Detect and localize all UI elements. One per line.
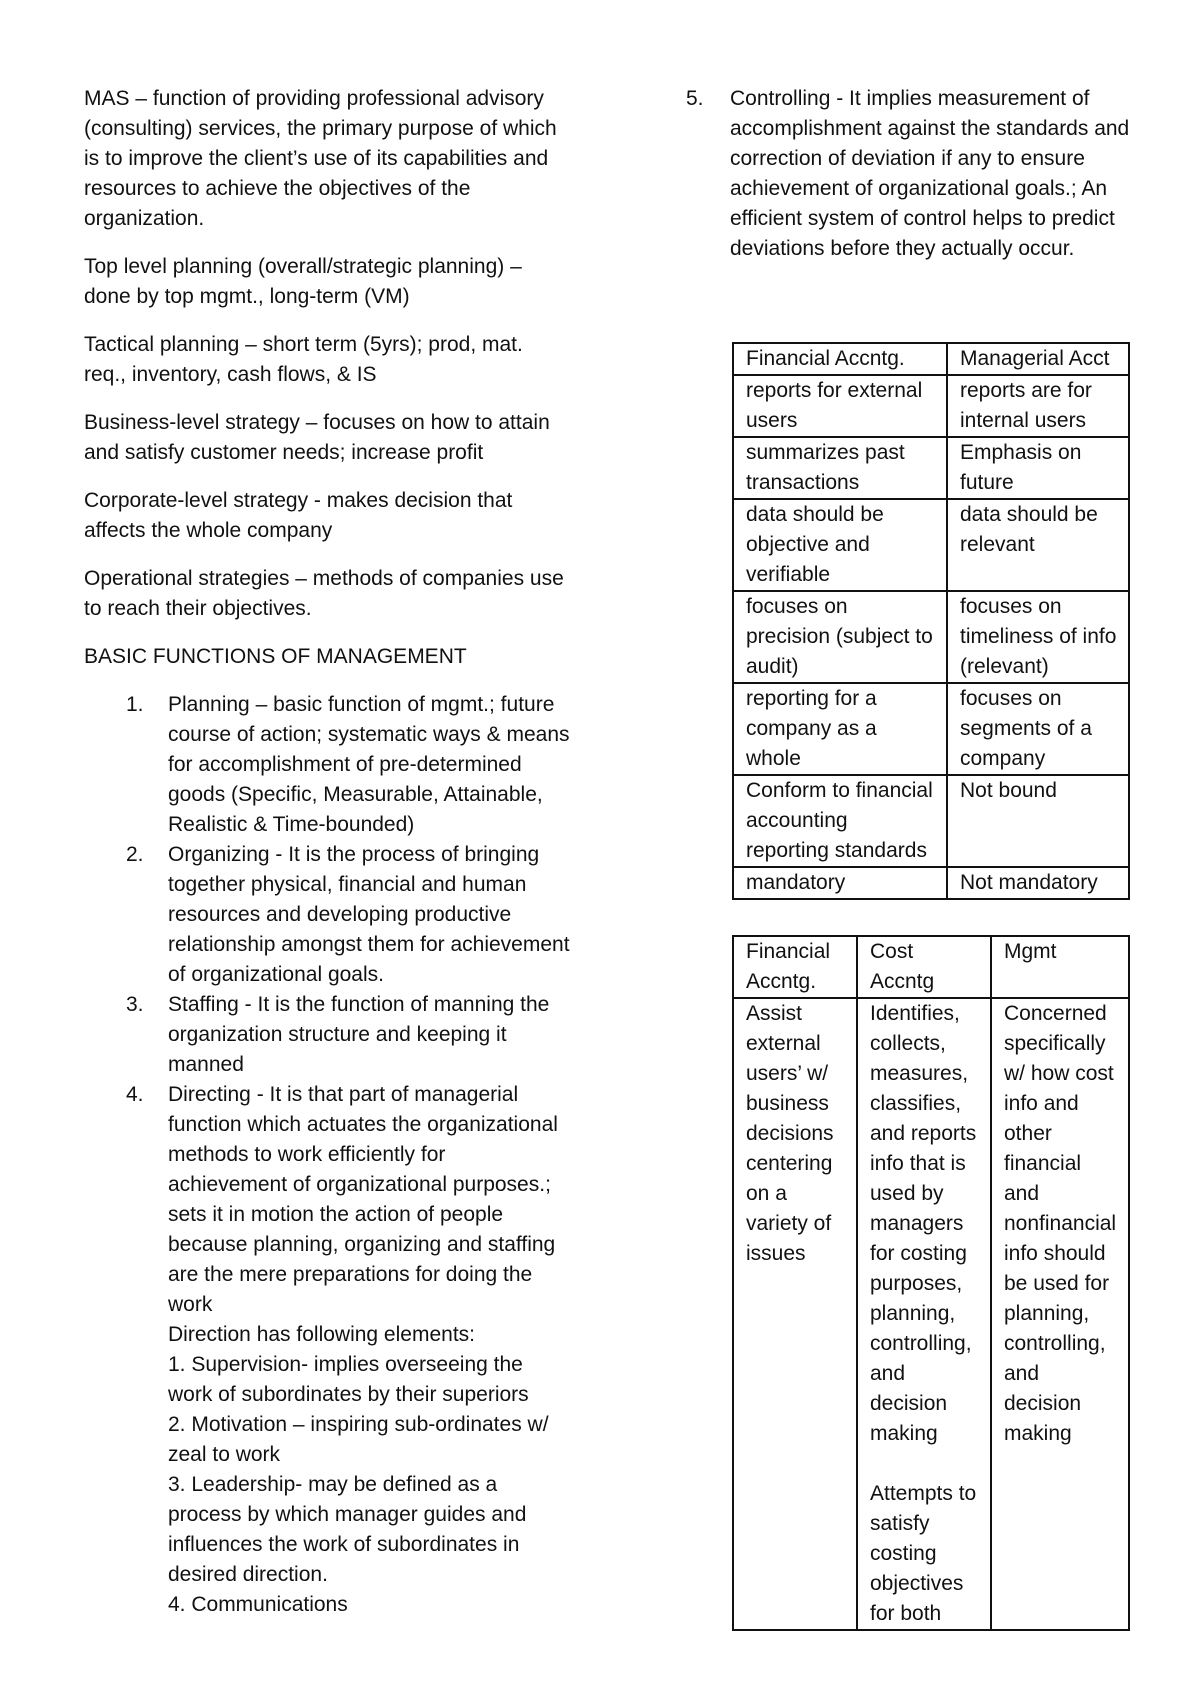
function-directing: Directing - It is that part of managerial function which actuates the organizational methods to work efficiently for achievement of organizational purposes.; sets it in motion the action of people because planning, organizing and staffing are the mere preparations for doing the work	[168, 1083, 558, 1316]
left-column	[84, 84, 570, 1620]
table-cell: Not bound	[947, 775, 1129, 867]
table-cell: Financial Accntg.	[733, 343, 947, 375]
table-header-row	[733, 936, 1129, 998]
list-number: 3.	[126, 993, 144, 1016]
table-row	[733, 998, 1129, 1630]
table-cell: reports are for internal users	[947, 375, 1129, 437]
cost-accounting-extra: Attempts to satisfy costing objectives for both	[870, 1482, 977, 1625]
table-cell: Not mandatory	[947, 867, 1129, 899]
function-planning: Planning – basic function of mgmt.; future course of action; systematic ways & means for accomplishment of pre-determined goods (Specific, Measurable, Attainable, Realistic & Time-bounded)	[168, 693, 570, 836]
business-level-strategy: Business-level strategy – focuses on how to attain and satisfy customer needs; increase profit	[84, 411, 550, 464]
list-item	[84, 690, 570, 840]
direction-leadership: 3. Leadership- may be defined as a process by which manager guides and influences the work of subordinates in desired direction.	[168, 1473, 527, 1586]
direction-intro: Direction has following elements:	[168, 1323, 475, 1346]
table-cell: Emphasis on future	[947, 437, 1129, 499]
list-number: 2.	[126, 843, 144, 866]
table-header-cell: Mgmt	[991, 936, 1129, 998]
function-organizing: Organizing - It is the process of bringing together physical, financial and human resources and developing productive relationship amongst them for achievement of organizational goals.	[168, 843, 570, 986]
table-cell: summarizes past transactions	[733, 437, 947, 499]
table-row	[733, 375, 1129, 437]
table-row	[733, 437, 1129, 499]
table-cell: mandatory	[733, 867, 947, 899]
spacer	[870, 1449, 980, 1479]
list-item	[84, 840, 570, 990]
controlling-item	[686, 84, 1134, 264]
list-item	[84, 990, 570, 1080]
table-row	[733, 499, 1129, 591]
table-cell: data should be objective and verifiable	[733, 499, 947, 591]
right-column	[686, 84, 1134, 264]
mas-definition: MAS – function of providing professional advisory (consulting) services, the primary purpose of which is to improve the client’s use of its capabilities and resources to achieve the objectives of the organization.	[84, 87, 557, 230]
table-cell: Concerned specifically w/ how cost info and other financial and nonfinancial info should be used for planning, controlling, and decision making	[991, 998, 1129, 1630]
table-row	[733, 867, 1129, 899]
top-level-planning: Top level planning (overall/strategic planning) – done by top mgmt., long-term (VM)	[84, 255, 522, 308]
functions-list	[84, 690, 570, 1620]
section-heading: BASIC FUNCTIONS OF MANAGEMENT	[84, 645, 467, 668]
corporate-level-strategy: Corporate-level strategy - makes decision that affects the whole company	[84, 489, 513, 542]
direction-communications: 4. Communications	[168, 1593, 348, 1616]
table-row	[733, 591, 1129, 683]
table-cell: data should be relevant	[947, 499, 1129, 591]
function-staffing: Staffing - It is the function of manning the organization structure and keeping it manned	[168, 993, 550, 1076]
table-cell: focuses on timeliness of info (relevant)	[947, 591, 1129, 683]
table-cell: Conform to financial accounting reporting standards	[733, 775, 947, 867]
tactical-planning: Tactical planning – short term (5yrs); prod, mat. req., inventory, cash flows, & IS	[84, 333, 523, 386]
table-header-cell: Financial Accntg.	[733, 936, 857, 998]
table-cell: reports for external users	[733, 375, 947, 437]
list-number: 1.	[126, 693, 144, 716]
direction-motivation: 2. Motivation – inspiring sub-ordinates w/ zeal to work	[168, 1413, 549, 1466]
financial-vs-managerial-table	[732, 342, 1130, 900]
table-cell: Assist external users’ w/ business decisions centering on a variety of issues	[733, 998, 857, 1630]
cost-accounting-description: Identifies, collects, measures, classifies, and reports info that is used by managers for costing purposes, planning, controlling, and decision making	[870, 1002, 977, 1445]
table-row	[733, 343, 1129, 375]
table-cell: focuses on segments of a company	[947, 683, 1129, 775]
table-row	[733, 683, 1129, 775]
accounting-types-table	[732, 935, 1130, 1631]
table-row	[733, 775, 1129, 867]
list-number: 5.	[686, 87, 704, 110]
table-cell: focuses on precision (subject to audit)	[733, 591, 947, 683]
operational-strategies: Operational strategies – methods of companies use to reach their objectives.	[84, 567, 564, 620]
direction-supervision: 1. Supervision- implies overseeing the work of subordinates by their superiors	[168, 1353, 529, 1406]
function-controlling: Controlling - It implies measurement of accomplishment against the standards and correction of deviation if any to ensure achievement of organizational goals.; An efficient system of control helps to predict deviations before they actually occur.	[730, 87, 1130, 260]
table-header-cell: Cost Accntg	[857, 936, 991, 998]
table-cell: reporting for a company as a whole	[733, 683, 947, 775]
list-number: 4.	[126, 1083, 144, 1106]
table-cell: Managerial Acct	[947, 343, 1129, 375]
list-item	[84, 1080, 570, 1620]
table-cell	[857, 998, 991, 1630]
